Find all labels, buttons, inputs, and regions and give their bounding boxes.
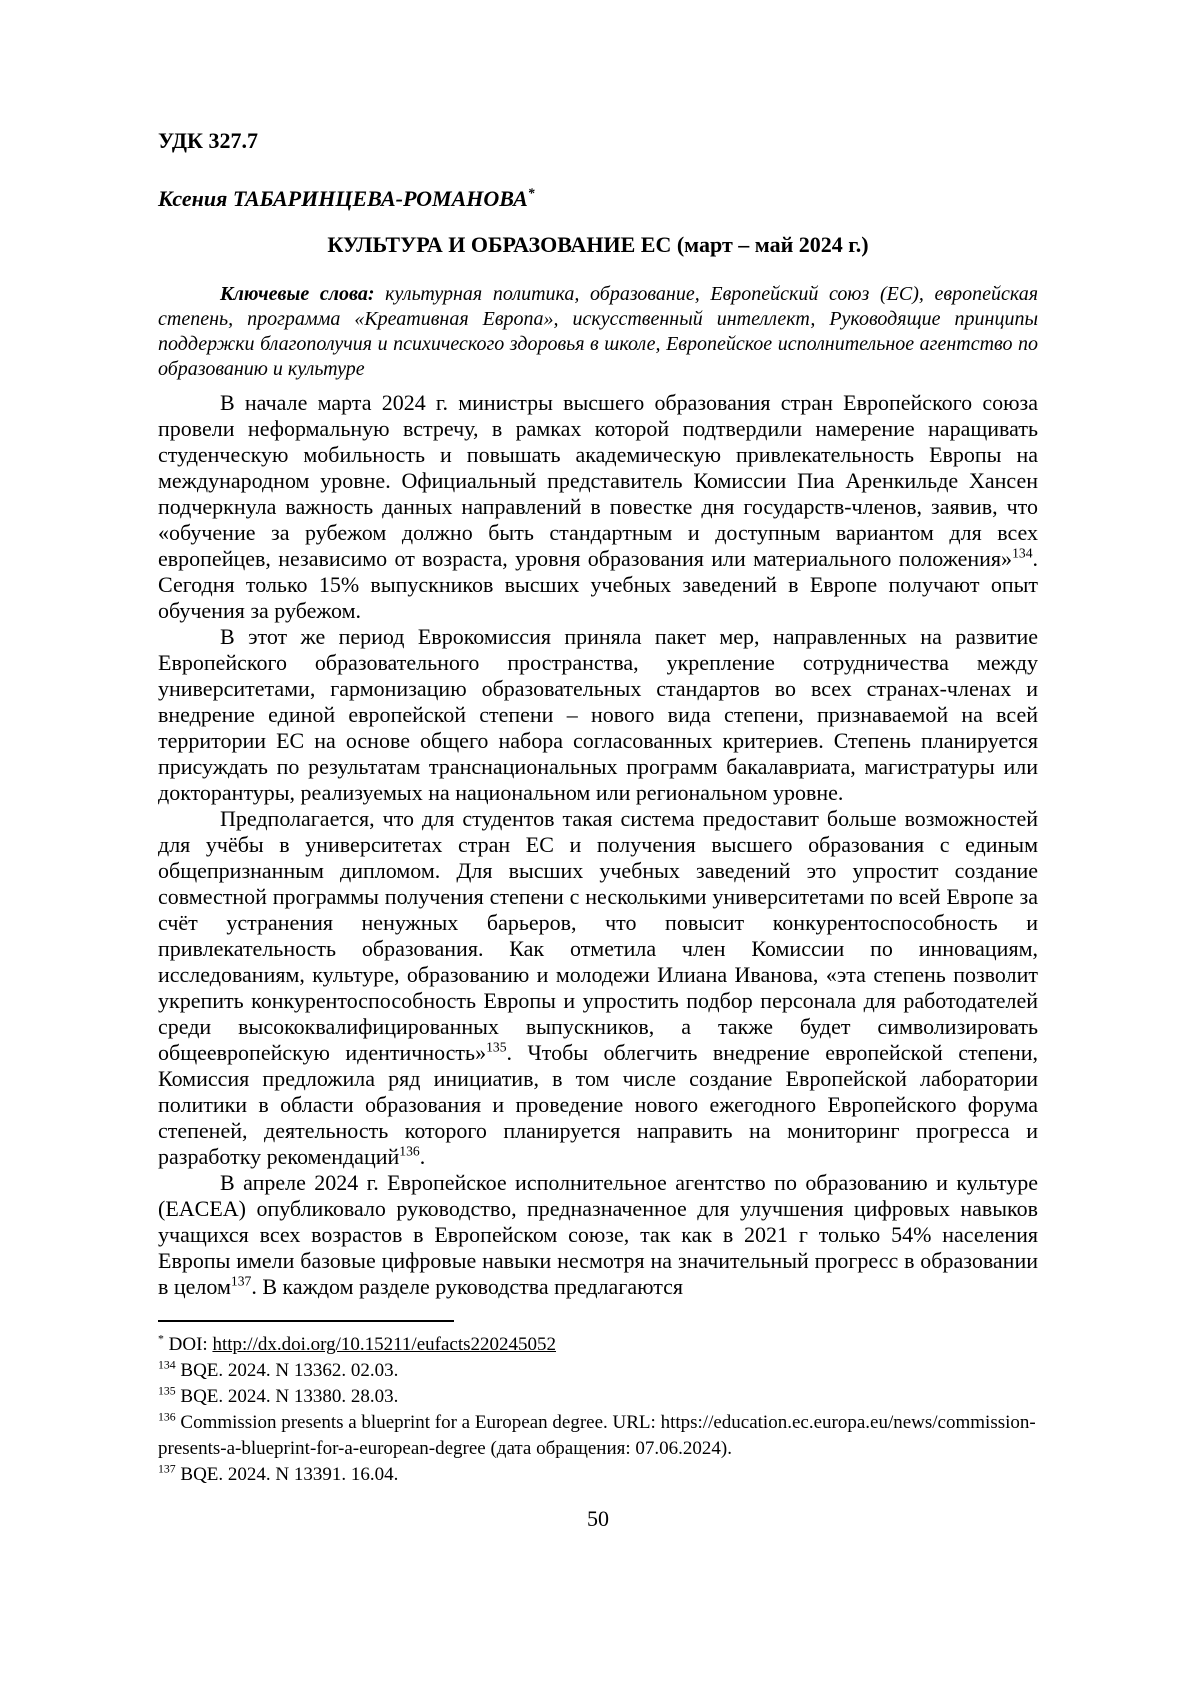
- body-paragraph-1: [158, 390, 1038, 624]
- author-footnote-mark: *: [527, 185, 535, 201]
- keywords-paragraph: [158, 282, 1038, 382]
- footnote-ref-136: 136: [399, 1143, 420, 1159]
- footnote-ref-134: 134: [1012, 545, 1033, 561]
- body-paragraph-3: [158, 806, 1038, 1170]
- paragraph-text: . В каждом разделе руководства предлагаются: [251, 1274, 684, 1299]
- footnote-text: DOI:: [163, 1334, 213, 1355]
- paragraph-text: Предполагается, что для студентов такая система предоставит больше возможностей для учёбы в университетах стран ЕС и получения высшего образования с единым общепризнанным дипломом. Для высших учебных заведений это упростит создание совместной программы получения степени с несколькими университетами по всей Европе за счёт устранения ненужных барьеров, что повысит конкурентоспособность и привлекательность образования. Как отметила член Комиссии по инновациям, исследованиям, культуре, образованию и молодежи Илиана Иванова, «эта степень позволит укрепить конкурентоспособность Европы и упростить подбор персонала для работодателей среди высококвалифицированных выпускников, а также будет символизировать общеевропейскую идентичность»: [158, 806, 1038, 1065]
- footnote-separator: [158, 1320, 454, 1322]
- footnote-137: [158, 1462, 1038, 1488]
- keywords-label: Ключевые слова:: [220, 283, 375, 305]
- footnote-marker-135: 135: [158, 1384, 176, 1398]
- keywords-text: культурная политика, образование, Европейский союз (ЕС), европейская степень, программа «Креативная Европа», искусственный интеллект, Руководящие принципы поддержки благополучия и психического здоровья в школе, Европейское исполнительное агентство по образованию и культуре: [158, 283, 1039, 380]
- paragraph-text: В начале марта 2024 г. министры высшего образования стран Европейского союза провели неформальную встречу, в рамках которой подтвердили намерение наращивать студенческую мобильность и повышать академическую привлекательность Европы на международном уровне. Официальный представитель Комиссии Пиа Аренкильде Хансен подчеркнула важность данных направлений в повестке дня государств-членов, заявив, что «обучение за рубежом должно быть стандартным и доступным вариантом для всех европейцев, независимо от возраста, уровня образования или материального положения»: [158, 390, 1038, 571]
- author-line: [158, 186, 1038, 212]
- footnote-text: BQE. 2024. N 13391. 16.04.: [175, 1464, 399, 1485]
- footnote-ref-137: 137: [230, 1273, 252, 1289]
- footnote-135: [158, 1384, 1038, 1410]
- doi-link[interactable]: http://dx.doi.org/10.15211/eufacts220245052: [212, 1334, 557, 1355]
- author-name: Ксения ТАБАРИНЦЕВА-РОМАНОВА: [158, 186, 528, 211]
- body-paragraph-4: [158, 1170, 1038, 1300]
- article-body: [158, 390, 1038, 1300]
- footnote-134: [158, 1358, 1038, 1384]
- footnote-ref-135: 135: [486, 1039, 507, 1055]
- footnote-doi: [158, 1332, 1038, 1358]
- paragraph-text: . Чтобы облегчить внедрение европейской степени, Комиссия предложила ряд инициатив, в том числе создание Европейской лаборатории политики в области образования и проведение нового ежегодного Европейского форума степеней, деятельность которого планируется направить на мониторинг прогресса и разработку рекомендаций: [158, 1040, 1038, 1169]
- footnote-marker-star: *: [158, 1332, 164, 1346]
- udc-number: УДК 327.7: [158, 128, 259, 153]
- footnote-text: Commission presents a blueprint for a European degree. URL: https://education.ec.europa.eu/news/commission-presents-a-blueprint-for-a-european-degree (дата обращения: 07.06.2024).: [158, 1412, 1036, 1459]
- paragraph-text: . Сегодня только 15% выпускников высших учебных заведений в Европе получают опыт обучения за рубежом.: [158, 546, 1038, 623]
- body-paragraph-2: [158, 624, 1038, 806]
- page-number: 50: [587, 1506, 609, 1531]
- paragraph-text: В апреле 2024 г. Европейское исполнительное агентство по образованию и культуре (EACEA) опубликовало руководство, предназначенное для улучшения цифровых навыков учащихся всех возрастов в Европейском союзе, так как в 2021 г только 54% населения Европы имели базовые цифровые навыки несмотря на значительный прогресс в образовании в целом: [158, 1170, 1038, 1299]
- footnote-text: BQE. 2024. N 13362. 02.03.: [175, 1360, 399, 1381]
- footnotes-section: [158, 1332, 1038, 1488]
- footnote-text: BQE. 2024. N 13380. 28.03.: [175, 1386, 399, 1407]
- paragraph-text: В этот же период Еврокомиссия приняла пакет мер, направленных на развитие Европейского образовательного пространства, укрепление сотрудничества между университетами, гармонизацию образовательных стандартов во всех странах-членах и внедрение единой европейской степени – нового вида степени, признаваемой на всей территории ЕС на основе общего набора согласованных критериев. Степень планируется присуждать по результатам транснациональных программ бакалавриата, магистратуры или докторантуры, реализуемых на национальном или региональном уровне.: [158, 624, 1038, 805]
- footnote-136: [158, 1410, 1038, 1462]
- paragraph-text: .: [419, 1144, 426, 1169]
- footnote-marker-136: 136: [158, 1410, 176, 1424]
- footnote-marker-134: 134: [158, 1358, 176, 1372]
- article-title: КУЛЬТУРА И ОБРАЗОВАНИЕ ЕС (март – май 2024 г.): [327, 232, 869, 257]
- footnote-marker-137: 137: [158, 1462, 176, 1476]
